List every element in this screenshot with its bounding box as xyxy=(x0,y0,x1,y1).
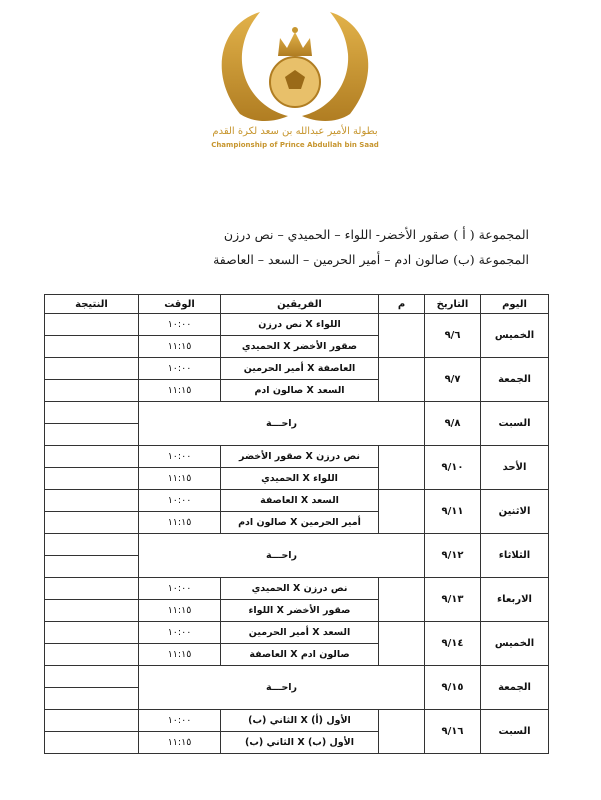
match-cell: الأول (أ) X الثاني (ب) xyxy=(221,710,379,732)
result-cell xyxy=(45,644,139,666)
time-cell: ١١:١٥ xyxy=(139,732,221,754)
result-cell xyxy=(45,424,139,446)
table-header-row xyxy=(45,295,549,314)
date-cell: ٩/١٥ xyxy=(425,666,481,710)
header-date: التاريخ xyxy=(425,295,481,314)
match-cell: السعد X أمير الحرمين xyxy=(221,622,379,644)
day-cell: الثلاثاء xyxy=(481,534,549,578)
date-cell: ٩/٧ xyxy=(425,358,481,402)
result-cell xyxy=(45,600,139,622)
table-row xyxy=(45,622,549,644)
result-cell xyxy=(45,446,139,468)
table-row xyxy=(45,490,549,512)
day-cell: الاربعاء xyxy=(481,578,549,622)
m-cell xyxy=(379,710,425,754)
m-cell xyxy=(379,490,425,534)
header-result: النتيجة xyxy=(45,295,139,314)
date-cell: ٩/١٠ xyxy=(425,446,481,490)
table-row xyxy=(45,446,549,468)
group-b-line: المجموعة (ب) صالون ادم – أمير الحرمين – السعد – العاصفة xyxy=(213,252,529,267)
match-cell: أمير الحرمين X صالون ادم xyxy=(221,512,379,534)
date-cell: ٩/١٤ xyxy=(425,622,481,666)
match-cell: الأول (ب) X الثاني (ب) xyxy=(221,732,379,754)
match-cell: نص درزن X الحميدي xyxy=(221,578,379,600)
day-cell: الجمعة xyxy=(481,358,549,402)
time-cell: ١١:١٥ xyxy=(139,468,221,490)
time-cell: ١١:١٥ xyxy=(139,644,221,666)
day-cell: السبت xyxy=(481,710,549,754)
rest-cell: راحـــة xyxy=(139,402,425,446)
match-cell: السعد X العاصفة xyxy=(221,490,379,512)
result-cell xyxy=(45,556,139,578)
result-cell xyxy=(45,336,139,358)
result-cell xyxy=(45,622,139,644)
day-cell: السبت xyxy=(481,402,549,446)
date-cell: ٩/١٦ xyxy=(425,710,481,754)
table-row xyxy=(45,358,549,380)
time-cell: ١٠:٠٠ xyxy=(139,446,221,468)
table-row xyxy=(45,314,549,336)
logo-english-text: Championship of Prince Abdullah bin Saad xyxy=(211,141,379,149)
group-a-line: المجموعة ( أ ) صقور الأخضر- اللواء – الحميدي – نص درزن xyxy=(223,227,529,242)
match-cell: صقور الأخضر X اللواء xyxy=(221,600,379,622)
logo-arabic-text: بطولة الأمير عبدالله بن سعد لكرة القدم xyxy=(212,126,378,137)
result-cell xyxy=(45,688,139,710)
time-cell: ١٠:٠٠ xyxy=(139,358,221,380)
time-cell: ١٠:٠٠ xyxy=(139,710,221,732)
match-cell: نص درزن X صقور الأخضر xyxy=(221,446,379,468)
m-cell xyxy=(379,314,425,358)
date-cell: ٩/١٢ xyxy=(425,534,481,578)
time-cell: ١٠:٠٠ xyxy=(139,314,221,336)
time-cell: ١١:١٥ xyxy=(139,512,221,534)
result-cell xyxy=(45,732,139,754)
time-cell: ١١:١٥ xyxy=(139,600,221,622)
m-cell xyxy=(379,358,425,402)
date-cell: ٩/١٣ xyxy=(425,578,481,622)
header-m: م xyxy=(379,295,425,314)
match-cell: اللواء X الحميدي xyxy=(221,468,379,490)
time-cell: ١١:١٥ xyxy=(139,336,221,358)
match-cell: صقور الأخضر X الحميدي xyxy=(221,336,379,358)
result-cell xyxy=(45,512,139,534)
time-cell: ١٠:٠٠ xyxy=(139,622,221,644)
result-cell xyxy=(45,490,139,512)
groups-list xyxy=(213,222,529,272)
table-row xyxy=(45,710,549,732)
result-cell xyxy=(45,578,139,600)
result-cell xyxy=(45,380,139,402)
match-cell: صالون ادم X العاصفة xyxy=(221,644,379,666)
header-time: الوقت xyxy=(139,295,221,314)
rest-cell: راحـــة xyxy=(139,666,425,710)
table-row xyxy=(45,402,549,424)
header-teams: الفريقين xyxy=(221,295,379,314)
result-cell xyxy=(45,666,139,688)
day-cell: الخميس xyxy=(481,622,549,666)
date-cell: ٩/٦ xyxy=(425,314,481,358)
table-row xyxy=(45,666,549,688)
match-cell: العاصفة X أمير الحرمين xyxy=(221,358,379,380)
day-cell: الجمعة xyxy=(481,666,549,710)
m-cell xyxy=(379,446,425,490)
match-cell: اللواء X نص درزن xyxy=(221,314,379,336)
match-cell: السعد X صالون ادم xyxy=(221,380,379,402)
m-cell xyxy=(379,622,425,666)
day-cell: الاثنين xyxy=(481,490,549,534)
result-cell xyxy=(45,710,139,732)
time-cell: ١٠:٠٠ xyxy=(139,578,221,600)
date-cell: ٩/٨ xyxy=(425,402,481,446)
result-cell xyxy=(45,314,139,336)
result-cell xyxy=(45,358,139,380)
date-cell: ٩/١١ xyxy=(425,490,481,534)
table-row xyxy=(45,534,549,556)
table-row xyxy=(45,578,549,600)
time-cell: ١٠:٠٠ xyxy=(139,490,221,512)
header-day: اليوم xyxy=(481,295,549,314)
result-cell xyxy=(45,534,139,556)
result-cell xyxy=(45,402,139,424)
time-cell: ١١:١٥ xyxy=(139,380,221,402)
m-cell xyxy=(379,578,425,622)
laurel-crown-ball-icon xyxy=(200,4,390,129)
day-cell: الأحد xyxy=(481,446,549,490)
match-schedule-table xyxy=(44,294,549,754)
day-cell: الخميس xyxy=(481,314,549,358)
championship-logo xyxy=(200,4,390,154)
result-cell xyxy=(45,468,139,490)
rest-cell: راحـــة xyxy=(139,534,425,578)
